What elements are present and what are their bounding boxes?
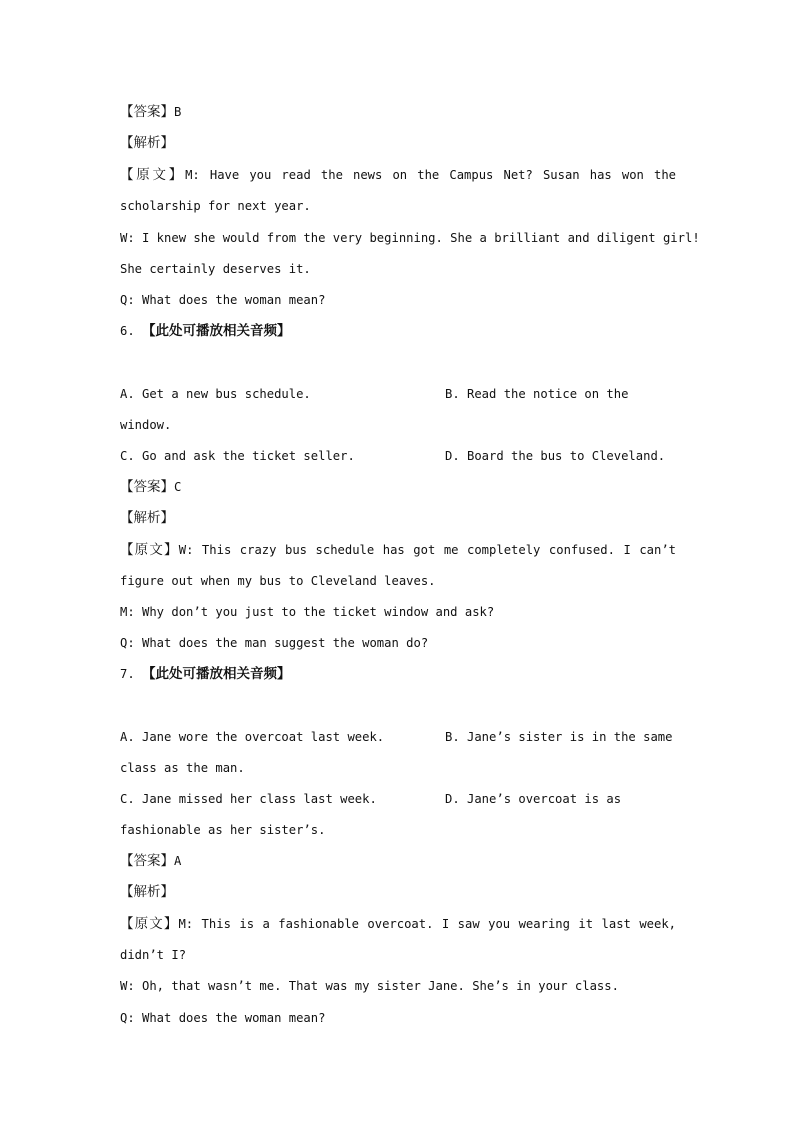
option-c: C. Jane missed her class last week. (120, 792, 377, 806)
transcript-line: Q: What does the woman mean? (120, 1011, 326, 1025)
answer-value: B (174, 105, 182, 119)
option-b: B. Jane’s sister is in the same (445, 730, 673, 744)
answer-value: C (174, 480, 182, 494)
analysis-tag: 【解析】 (120, 510, 174, 526)
audio-note: 【此处可播放相关音频】 (142, 323, 291, 339)
original-tag: 【原文】 (120, 916, 179, 932)
transcript-line: M: Why don’t you just to the ticket window and ask? (120, 605, 495, 619)
answer-line (120, 852, 676, 870)
question-header (120, 665, 676, 683)
answer-tag: 【答案】 (120, 104, 174, 120)
answer-tag: 【答案】 (120, 853, 174, 869)
audio-note: 【此处可播放相关音频】 (142, 666, 291, 682)
original-tag: 【原文】 (120, 542, 179, 558)
transcript-line: Q: What does the man suggest the woman do? (120, 636, 429, 650)
transcript-line (120, 166, 676, 184)
transcript-line: figure out when my bus to Cleveland leaves. (120, 574, 436, 588)
analysis-heading (120, 883, 676, 901)
question-number: 6. (120, 324, 135, 338)
option-b: B. Read the notice on the (445, 387, 629, 401)
answer-line (120, 103, 676, 121)
option-a: A. Jane wore the overcoat last week. (120, 730, 385, 744)
transcript-text: M: Have you read the news on the Campus Net? Susan has won the (185, 168, 676, 182)
transcript-line: Q: What does the woman mean? (120, 293, 326, 307)
option-c: C. Go and ask the ticket seller. (120, 449, 355, 463)
answer-value: A (174, 854, 182, 868)
transcript-text: M: This is a fashionable overcoat. I saw you wearing it last week, (178, 917, 677, 931)
option-b-continued: window. (120, 418, 172, 432)
transcript-line (120, 915, 676, 933)
option-a: A. Get a new bus schedule. (120, 387, 311, 401)
option-b-continued: class as the man. (120, 761, 245, 775)
answer-tag: 【答案】 (120, 479, 174, 495)
transcript-line (120, 541, 676, 559)
transcript-line: W: Oh, that wasn’t me. That was my sister Jane. She’s in your class. (120, 979, 619, 993)
analysis-heading (120, 509, 676, 527)
transcript-line: She certainly deserves it. (120, 262, 311, 276)
option-d-continued: fashionable as her sister’s. (120, 823, 326, 837)
transcript-line: scholarship for next year. (120, 199, 311, 213)
analysis-tag: 【解析】 (120, 884, 174, 900)
answer-line (120, 478, 676, 496)
question-number: 7. (120, 667, 135, 681)
transcript-text: W: This crazy bus schedule has got me completely confused. I can’t (178, 543, 677, 557)
transcript-line: didn’t I? (120, 948, 187, 962)
original-tag: 【原文】 (120, 167, 186, 183)
question-header (120, 322, 676, 340)
option-d: D. Board the bus to Cleveland. (445, 449, 666, 463)
analysis-heading (120, 134, 676, 152)
option-d: D. Jane’s overcoat is as (445, 792, 622, 806)
transcript-line: W: I knew she would from the very beginning. She a brilliant and diligent girl! (120, 231, 700, 245)
analysis-tag: 【解析】 (120, 135, 174, 151)
